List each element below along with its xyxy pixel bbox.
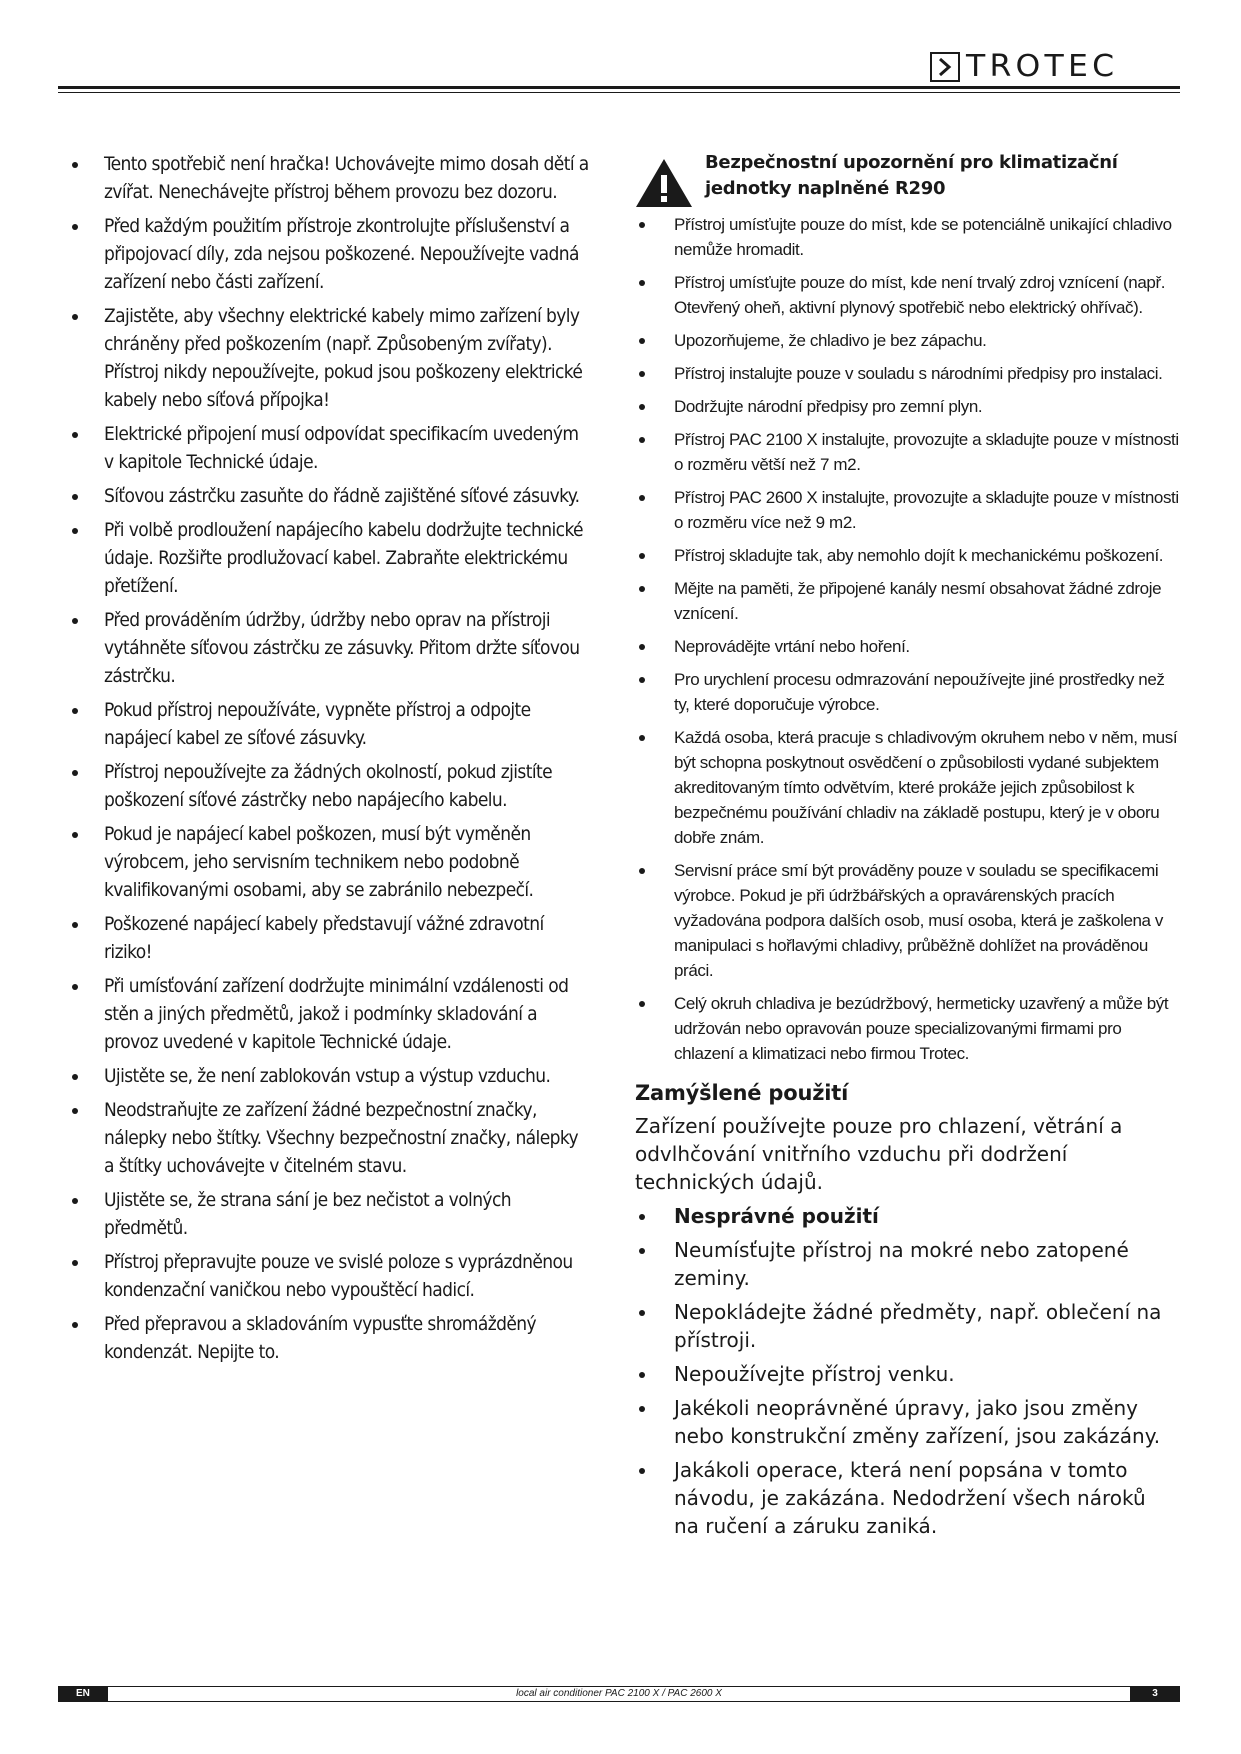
- list-item: Poškozené napájecí kabely představují vážné zdravotní riziko!: [70, 910, 590, 966]
- list-item: Neprovádějte vrtání nebo hoření.: [635, 634, 1180, 659]
- list-item: Přístroj instalujte pouze v souladu s národními předpisy pro instalaci.: [635, 361, 1180, 386]
- header-rule-thick: [58, 86, 1180, 89]
- list-item: Neodstraňujte ze zařízení žádné bezpečnostní značky, nálepky nebo štítky. Všechny bezpečnostní značky, nálepky a štítky uchovávejte v čitelném stavu.: [70, 1096, 590, 1180]
- list-item: Síťovou zástrčku zasuňte do řádně zajištěné síťové zásuvky.: [70, 482, 590, 510]
- misuse-title: Nesprávné použití: [635, 1202, 1174, 1230]
- list-item: Ujistěte se, že strana sání je bez nečistot a volných předmětů.: [70, 1186, 590, 1242]
- list-item: Ujistěte se, že není zablokován vstup a výstup vzduchu.: [70, 1062, 590, 1090]
- misuse-list: [635, 1202, 1180, 1540]
- list-item: Před přepravou a skladováním vypusťte shromážděný kondenzát. Nepijte to.: [70, 1310, 590, 1366]
- list-item: Přístroj nepoužívejte za žádných okolností, pokud zjistíte poškození síťové zástrčky nebo napájecího kabelu.: [70, 758, 590, 814]
- list-item: Při volbě prodloužení napájecího kabelu dodržujte technické údaje. Rozšiřte prodlužovací kabel. Zabraňte elektrickému přetížení.: [70, 516, 590, 600]
- list-item: Přístroj umísťujte pouze do míst, kde se potenciálně unikající chladivo nemůže hromadit.: [635, 212, 1180, 262]
- intended-use-text: Zařízení používejte pouze pro chlazení, větrání a odvlhčování vnitřního vzduchu při dodržení technických údajů.: [635, 1114, 1123, 1194]
- list-item: Přístroj skladujte tak, aby nemohlo dojít k mechanickému poškození.: [635, 543, 1180, 568]
- list-item: Mějte na paměti, že připojené kanály nesmí obsahovat žádné zdroje vznícení.: [635, 576, 1180, 626]
- list-item: Pokud je napájecí kabel poškozen, musí být vyměněn výrobcem, jeho servisním technikem nebo podobně kvalifikovanými osobami, aby se zabránilo nebezpečí.: [70, 820, 590, 904]
- warning-triangle-icon: [635, 158, 693, 212]
- list-item: Před prováděním údržby, údržby nebo oprav na přístroji vytáhněte síťovou zástrčku ze zásuvky. Přitom držte síťovou zástrčku.: [70, 606, 590, 690]
- list-item: Zajistěte, aby všechny elektrické kabely mimo zařízení byly chráněny před poškozením (např. Způsobeným zvířaty). Přístroj nikdy nepoužívejte, pokud jsou poškozeny elektrické kabely nebo síťová přípojka!: [70, 302, 590, 414]
- list-item: Neumísťujte přístroj na mokré nebo zatopené zeminy.: [635, 1236, 1174, 1292]
- warning-block: [635, 150, 1180, 208]
- list-item: Přístroj umísťujte pouze do míst, kde není trvalý zdroj vznícení (např. Otevřený oheň, aktivní plynový spotřebič nebo elektrický ohřívač).: [635, 270, 1180, 320]
- list-item: Nepokládejte žádné předměty, např. oblečení na přístroji.: [635, 1298, 1174, 1354]
- warning-list: [635, 212, 1180, 1066]
- list-item: Celý okruh chladiva je bezúdržbový, hermeticky uzavřený a může být udržován nebo opravován pouze specializovanými firmami pro chlazení a klimatizaci nebo firmou Trotec.: [635, 991, 1180, 1066]
- logo: [930, 49, 1119, 84]
- list-item: Přístroj přepravujte pouze ve svislé poloze s vyprázdněnou kondenzační vaničkou nebo vypouštěcí hadicí.: [70, 1248, 590, 1304]
- list-item: Nepoužívejte přístroj venku.: [635, 1360, 1174, 1388]
- list-item: Před každým použitím přístroje zkontrolujte příslušenství a připojovací díly, zda nejsou poškozené. Nepoužívejte vadná zařízení nebo části zařízení.: [70, 212, 590, 296]
- chevron-right-icon: [930, 52, 960, 82]
- header-rule-thin: [58, 92, 1180, 93]
- warning-title: Bezpečnostní upozornění pro klimatizační jednotky naplněné R290: [705, 152, 1118, 199]
- list-item: Jakékoli neoprávněné úpravy, jako jsou změny nebo konstrukční změny zařízení, jsou zakázány.: [635, 1394, 1174, 1450]
- list-item: Dodržujte národní předpisy pro zemní plyn.: [635, 394, 1180, 419]
- list-item: Každá osoba, která pracuje s chladivovým okruhem nebo v něm, musí být schopna poskytnout osvědčení o způsobilosti vydané subjektem akreditovaným tímto odvětvím, které prokáže jejich způsobilost k bezpečnému používání chladiv na základě postupu, který je v oboru dobře znám.: [635, 725, 1180, 850]
- footer-page-number: 3: [1130, 1686, 1180, 1702]
- intended-use-title: Zamýšlené použití: [635, 1081, 849, 1105]
- footer: [58, 1686, 1180, 1702]
- right-column: [635, 150, 1180, 1546]
- list-item: Elektrické připojení musí odpovídat specifikacím uvedeným v kapitole Technické údaje.: [70, 420, 590, 476]
- list-item: Přístroj PAC 2600 X instalujte, provozujte a skladujte pouze v místnosti o rozměru více než 9 m2.: [635, 485, 1180, 535]
- left-column: [70, 150, 590, 1372]
- list-item: Pro urychlení procesu odmrazování nepoužívejte jiné prostředky než ty, které doporučuje výrobce.: [635, 667, 1180, 717]
- list-item: Jakákoli operace, která není popsána v tomto návodu, je zakázána. Nedodržení všech nároků na ručení a záruku zaniká.: [635, 1456, 1174, 1540]
- list-item: Při umísťování zařízení dodržujte minimální vzdálenosti od stěn a jiných předmětů, jakož i podmínky skladování a provoz uvedené v kapitole Technické údaje.: [70, 972, 590, 1056]
- footer-language: EN: [58, 1686, 108, 1702]
- list-item: Pokud přístroj nepoužíváte, vypněte přístroj a odpojte napájecí kabel ze síťové zásuvky.: [70, 696, 590, 752]
- safety-list: [70, 150, 590, 1366]
- list-item: Tento spotřebič není hračka! Uchovávejte mimo dosah dětí a zvířat. Nenechávejte přístroj během provozu bez dozoru.: [70, 150, 590, 206]
- list-item: Přístroj PAC 2100 X instalujte, provozujte a skladujte pouze v místnosti o rozměru větší než 7 m2.: [635, 427, 1180, 477]
- list-item: Servisní práce smí být prováděny pouze v souladu se specifikacemi výrobce. Pokud je při údržbářských a opravárenských pracích vyžadována podpora dalších osob, musí osoba, která je zaškolena v manipulaci s hořlavými chladivy, průběžně dohlížet na prováděnou práci.: [635, 858, 1180, 983]
- brand-name: TROTEC: [966, 49, 1119, 84]
- list-item: Upozorňujeme, že chladivo je bez zápachu.: [635, 328, 1180, 353]
- footer-title: local air conditioner PAC 2100 X / PAC 2600 X: [108, 1686, 1130, 1702]
